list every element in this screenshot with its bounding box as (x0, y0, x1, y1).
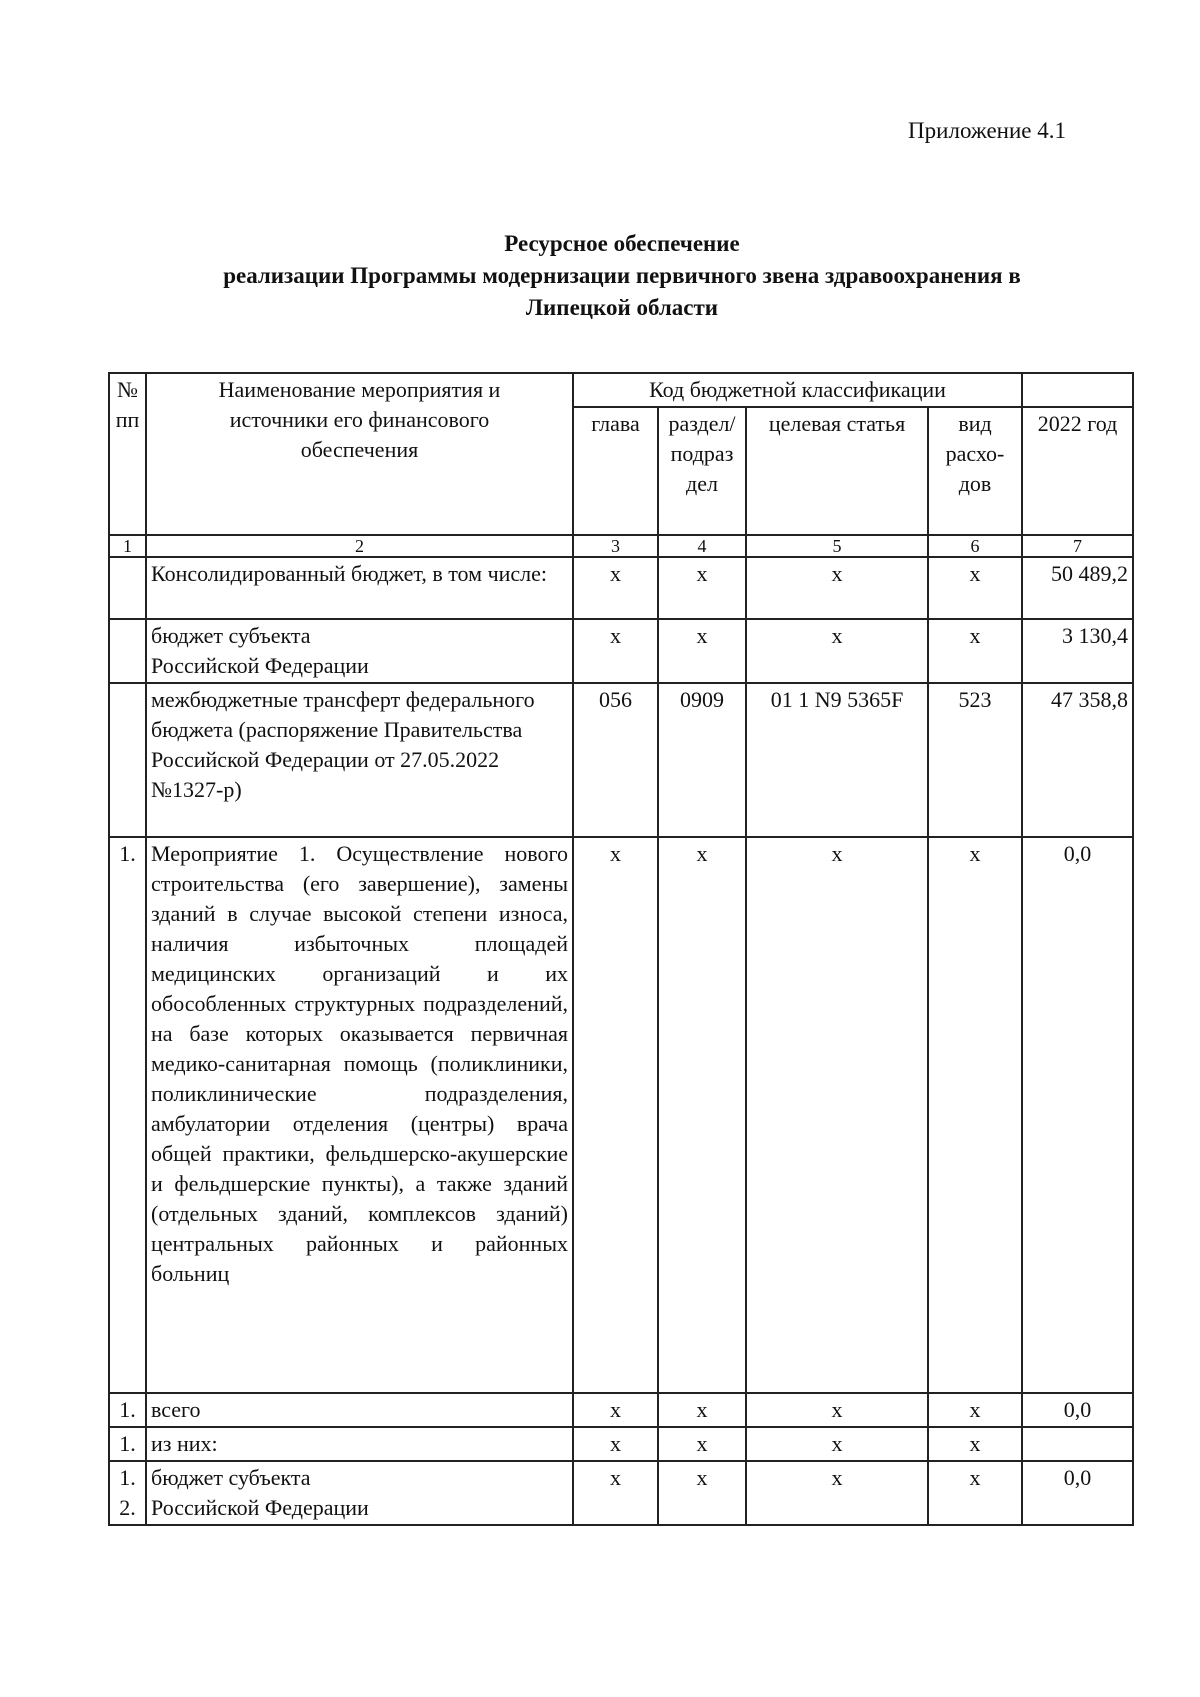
table-row-of-which (109, 1427, 1133, 1461)
row-number: 1. (109, 837, 146, 1393)
table-row-subject-budget (109, 619, 1133, 683)
row-number: 1. (109, 1393, 146, 1427)
header-number (109, 373, 146, 535)
row-value: 0,0 (1022, 1393, 1133, 1427)
column-number: 1 (109, 535, 146, 557)
row-name: всего (146, 1393, 573, 1427)
document-title (0, 228, 1200, 324)
header-name: Наименование мероприятия и источники его финансового обеспечения (146, 373, 573, 535)
header-year: 2022 год (1022, 407, 1133, 535)
row-value: 0,0 (1022, 837, 1133, 1393)
title-line-2: реализации Программы модернизации первичного звена здравоохранения в (223, 263, 1021, 288)
row-vid: х (928, 837, 1022, 1393)
row-name: из них: (146, 1427, 573, 1461)
column-number: 2 (146, 535, 573, 557)
row-vid: 523 (928, 683, 1022, 837)
row-target: х (746, 1427, 928, 1461)
column-number: 6 (928, 535, 1022, 557)
resource-table (108, 372, 1134, 1526)
header-vid: вид расхо- дов (928, 407, 1022, 535)
header-code-group: Код бюджетной классификации (573, 373, 1022, 407)
row-name: бюджет субъекта Российской Федерации (146, 619, 573, 683)
row-vid: х (928, 1393, 1022, 1427)
row-value: 50 489,2 (1022, 557, 1133, 619)
row-number: 1. (109, 1427, 146, 1461)
row-razdel: х (658, 619, 746, 683)
row-target: х (746, 1461, 928, 1525)
row-number (109, 683, 146, 837)
row-name: Мероприятие 1. Осуществление нового строительства (его завершение), замены зданий в случае высокой степени износа, наличия избыточных площадей медицинских организаций и их обособленных структурных подразделений, на базе которых оказывается первичная медико-санитарная помощь (поликлиники, поликлинические подразделения, амбулатории отделения (центры) врача общей практики, фельдшерско-акушерские и фельдшерские пункты), а также зданий (отдельных зданий, комплексов зданий) центральных районных и районных больниц (146, 837, 573, 1393)
row-glava: х (573, 557, 658, 619)
table-row-subject-budget-2 (109, 1461, 1133, 1525)
row-number (109, 619, 146, 683)
row-vid: х (928, 557, 1022, 619)
row-razdel: х (658, 1461, 746, 1525)
header-pp: пп (115, 407, 140, 432)
appendix-label: Приложение 4.1 (908, 118, 1066, 143)
row-glava: х (573, 1393, 658, 1427)
row-glava: х (573, 619, 658, 683)
header-razdel: раздел/ подраз дел (658, 407, 746, 535)
row-vid: х (928, 1461, 1022, 1525)
table-row-total (109, 1393, 1133, 1427)
row-target: х (746, 1393, 928, 1427)
header-row-1 (109, 373, 1133, 407)
row-name: бюджет субъекта Российской Федерации (146, 1461, 573, 1525)
title-line-1: Ресурсное обеспечение (504, 231, 740, 256)
row-number: 1. 2. (109, 1461, 146, 1525)
row-value: 3 130,4 (1022, 619, 1133, 683)
row-target: х (746, 619, 928, 683)
row-number (109, 557, 146, 619)
row-target: х (746, 837, 928, 1393)
table-row-consolidated (109, 557, 1133, 619)
row-razdel: х (658, 1393, 746, 1427)
table-row-measure-1 (109, 837, 1133, 1393)
row-glava: 056 (573, 683, 658, 837)
header-no: № (117, 377, 138, 402)
title-line-3: Липецкой области (525, 295, 719, 320)
column-number: 3 (573, 535, 658, 557)
row-razdel: х (658, 837, 746, 1393)
row-target: х (746, 557, 928, 619)
row-name: межбюджетные трансферт федерального бюджета (распоряжение Правительства Российской Федерации от 27.05.2022 №1327-р) (146, 683, 573, 837)
row-razdel: 0909 (658, 683, 746, 837)
header-target: целевая статья (746, 407, 928, 535)
row-razdel: х (658, 557, 746, 619)
column-number: 4 (658, 535, 746, 557)
table-row-transfers (109, 683, 1133, 837)
row-glava: х (573, 1427, 658, 1461)
row-vid: х (928, 619, 1022, 683)
row-value (1022, 1427, 1133, 1461)
column-number: 5 (746, 535, 928, 557)
row-vid: х (928, 1427, 1022, 1461)
header-glava: глава (573, 407, 658, 535)
header-year-top (1022, 373, 1133, 407)
row-glava: х (573, 1461, 658, 1525)
column-numbers-row (109, 535, 1133, 557)
row-target: 01 1 N9 5365F (746, 683, 928, 837)
row-name: Консолидированный бюджет, в том числе: (146, 557, 573, 619)
row-glava: х (573, 837, 658, 1393)
row-value: 47 358,8 (1022, 683, 1133, 837)
row-razdel: х (658, 1427, 746, 1461)
column-number: 7 (1022, 535, 1133, 557)
row-value: 0,0 (1022, 1461, 1133, 1525)
